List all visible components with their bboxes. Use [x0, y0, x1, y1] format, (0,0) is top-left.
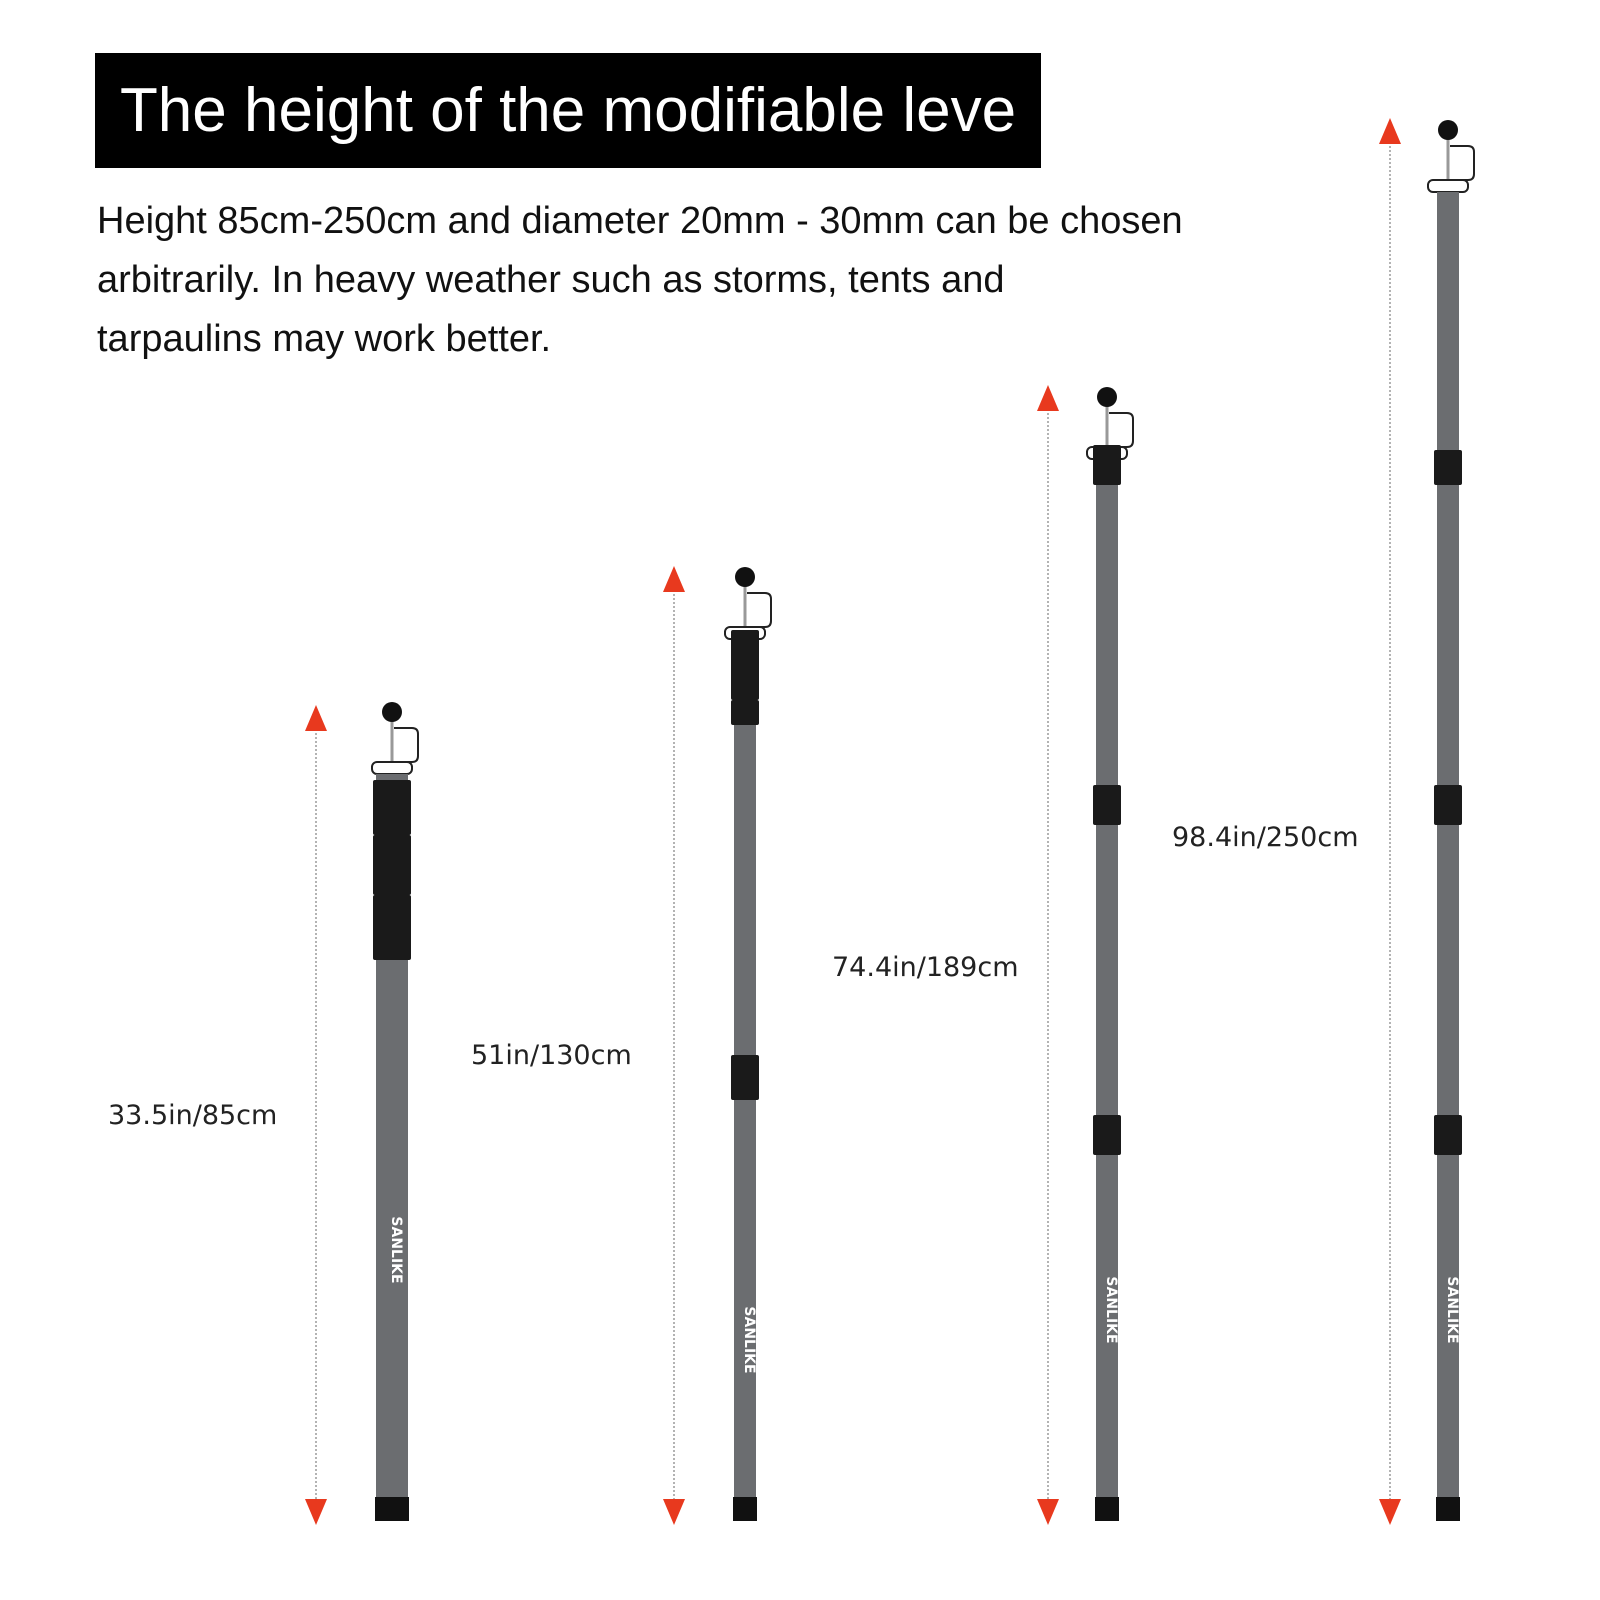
- description-line: tarpaulins may work better.: [97, 318, 552, 360]
- page-title: The height of the modifiable leve: [119, 76, 1017, 145]
- arrow-down-icon: [305, 1499, 327, 1525]
- grip-lock: [373, 835, 411, 895]
- top-ring: [1428, 180, 1468, 192]
- hook-icon: [747, 593, 771, 627]
- brand-logo: SANLIKE: [388, 1216, 404, 1284]
- grip-lock: [1093, 1115, 1121, 1155]
- height-label-85: 33.5in/85cm: [108, 1100, 278, 1131]
- height-arrow: [663, 566, 685, 1525]
- arrow-down-icon: [663, 1499, 685, 1525]
- telescopic-pole: [1428, 120, 1474, 1521]
- height-label-130: 51in/130cm: [471, 1040, 632, 1071]
- grip-lock: [1434, 450, 1462, 485]
- pole-foot: [1095, 1497, 1119, 1521]
- height-label-189: 74.4in/189cm: [832, 952, 1019, 983]
- hook-icon: [1450, 146, 1474, 180]
- arrow-up-icon: [1037, 385, 1059, 411]
- height-arrow: [1037, 385, 1059, 1525]
- hook-icon: [394, 728, 418, 762]
- grip-lock: [1093, 785, 1121, 825]
- brand-logo: SANLIKE: [1103, 1276, 1119, 1344]
- telescopic-pole: [1087, 387, 1133, 1521]
- height-arrow: [1379, 118, 1401, 1525]
- description-line: Height 85cm-250cm and diameter 20mm - 30mm can be chosen: [97, 200, 1183, 242]
- grip-lock: [731, 1055, 759, 1100]
- grip-lock: [1093, 445, 1121, 485]
- ball-head-icon: [382, 702, 402, 722]
- description-line: arbitrarily. In heavy weather such as storms, tents and: [97, 259, 1005, 301]
- height-arrow: [305, 705, 327, 1525]
- grip-lock: [1434, 1115, 1462, 1155]
- telescopic-pole: [725, 567, 771, 1521]
- ball-head-icon: [735, 567, 755, 587]
- brand-logo: SANLIKE: [1444, 1276, 1460, 1344]
- grip-lock: [373, 895, 411, 960]
- ball-head-icon: [1097, 387, 1117, 407]
- grip-lock: [373, 780, 411, 835]
- arrow-up-icon: [663, 566, 685, 592]
- telescopic-pole: [372, 702, 418, 1521]
- arrow-down-icon: [1379, 1499, 1401, 1525]
- grip-lock: [731, 630, 759, 700]
- brand-logo: SANLIKE: [741, 1306, 757, 1374]
- pole-foot: [375, 1497, 409, 1521]
- arrow-down-icon: [1037, 1499, 1059, 1525]
- grip-lock: [731, 700, 759, 725]
- top-ring: [372, 762, 412, 774]
- hook-icon: [1109, 413, 1133, 447]
- pole-foot: [733, 1497, 757, 1521]
- ball-head-icon: [1438, 120, 1458, 140]
- height-label-250: 98.4in/250cm: [1172, 822, 1359, 853]
- pole-foot: [1436, 1497, 1460, 1521]
- arrow-up-icon: [1379, 118, 1401, 144]
- grip-lock: [1434, 785, 1462, 825]
- arrow-up-icon: [305, 705, 327, 731]
